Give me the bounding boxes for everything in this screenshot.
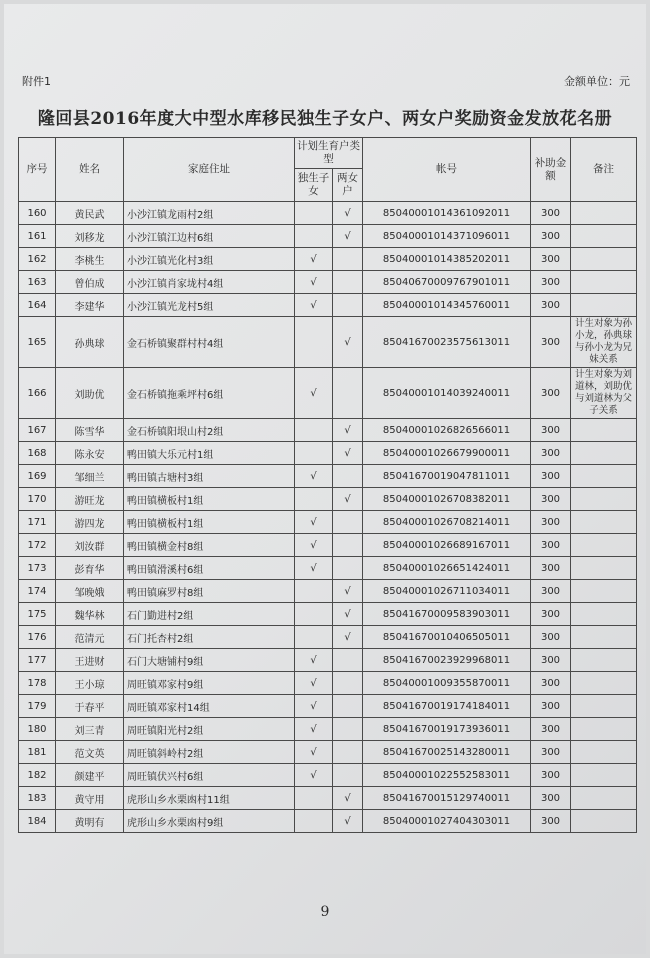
page-number: 9 bbox=[320, 904, 330, 920]
cell-remark bbox=[571, 810, 637, 833]
cell-two-daughters: √ bbox=[333, 419, 363, 442]
table-row bbox=[19, 488, 637, 511]
cell-address: 小沙江镇肖家垅村4组 bbox=[124, 271, 295, 294]
cell-address: 金石桥镇拖乘坪村6组 bbox=[124, 368, 295, 419]
cell-account: 85040001026689167011 bbox=[363, 534, 531, 557]
cell-address: 石门托杏村2组 bbox=[124, 626, 295, 649]
cell-account: 85040001014345760011 bbox=[363, 294, 531, 317]
cell-index: 175 bbox=[19, 603, 56, 626]
cell-index: 172 bbox=[19, 534, 56, 557]
table-row bbox=[19, 787, 637, 810]
cell-remark bbox=[571, 465, 637, 488]
cell-account: 85040001014039240011 bbox=[363, 368, 531, 419]
cell-two-daughters: √ bbox=[333, 225, 363, 248]
cell-name: 邹细兰 bbox=[56, 465, 124, 488]
cell-name: 范文英 bbox=[56, 741, 124, 764]
cell-name: 孙典球 bbox=[56, 317, 124, 368]
table-row bbox=[19, 810, 637, 833]
cell-name: 游旺龙 bbox=[56, 488, 124, 511]
cell-only-child: √ bbox=[295, 534, 333, 557]
cell-account: 85041670009583903011 bbox=[363, 603, 531, 626]
cell-amount: 300 bbox=[531, 695, 571, 718]
cell-account: 85040001014371096011 bbox=[363, 225, 531, 248]
cell-two-daughters bbox=[333, 294, 363, 317]
cell-account: 85040670009767901011 bbox=[363, 271, 531, 294]
cell-only-child bbox=[295, 488, 333, 511]
cell-two-daughters: √ bbox=[333, 317, 363, 368]
cell-account: 85041670023575613011 bbox=[363, 317, 531, 368]
cell-index: 160 bbox=[19, 202, 56, 225]
cell-only-child bbox=[295, 442, 333, 465]
cell-address: 鸭田镇大乐元村1组 bbox=[124, 442, 295, 465]
cell-remark bbox=[571, 248, 637, 271]
table-row bbox=[19, 511, 637, 534]
cell-name: 陈雪华 bbox=[56, 419, 124, 442]
cell-remark bbox=[571, 419, 637, 442]
attachment-label: 附件1 bbox=[22, 75, 51, 88]
cell-only-child: √ bbox=[295, 511, 333, 534]
cell-only-child bbox=[295, 202, 333, 225]
cell-remark bbox=[571, 534, 637, 557]
cell-only-child: √ bbox=[295, 557, 333, 580]
cell-amount: 300 bbox=[531, 672, 571, 695]
table-row bbox=[19, 248, 637, 271]
cell-account: 85040001014385202011 bbox=[363, 248, 531, 271]
cell-name: 陈永安 bbox=[56, 442, 124, 465]
cell-index: 165 bbox=[19, 317, 56, 368]
cell-remark bbox=[571, 649, 637, 672]
table-row bbox=[19, 368, 637, 419]
cell-two-daughters: √ bbox=[333, 810, 363, 833]
cell-two-daughters: √ bbox=[333, 787, 363, 810]
cell-address: 金石桥镇聚群村村4组 bbox=[124, 317, 295, 368]
cell-two-daughters bbox=[333, 465, 363, 488]
cell-two-daughters: √ bbox=[333, 626, 363, 649]
cell-address: 虎形山乡水栗凼村9组 bbox=[124, 810, 295, 833]
cell-two-daughters bbox=[333, 672, 363, 695]
col-index: 序号 bbox=[19, 138, 56, 202]
cell-address: 鸭田镇横金村8组 bbox=[124, 534, 295, 557]
cell-only-child: √ bbox=[295, 764, 333, 787]
unit-label: 金额单位：元 bbox=[564, 75, 630, 88]
cell-name: 李桃生 bbox=[56, 248, 124, 271]
cell-address: 石门勤进村2组 bbox=[124, 603, 295, 626]
table-row bbox=[19, 271, 637, 294]
cell-index: 164 bbox=[19, 294, 56, 317]
cell-only-child bbox=[295, 317, 333, 368]
table-row bbox=[19, 649, 637, 672]
cell-account: 85041670010406505011 bbox=[363, 626, 531, 649]
cell-index: 176 bbox=[19, 626, 56, 649]
cell-address: 周旺镇伏兴村6组 bbox=[124, 764, 295, 787]
cell-name: 邹晚娥 bbox=[56, 580, 124, 603]
table-row bbox=[19, 580, 637, 603]
cell-remark bbox=[571, 672, 637, 695]
cell-two-daughters bbox=[333, 271, 363, 294]
cell-remark bbox=[571, 764, 637, 787]
cell-remark bbox=[571, 695, 637, 718]
cell-index: 173 bbox=[19, 557, 56, 580]
cell-amount: 300 bbox=[531, 202, 571, 225]
cell-index: 169 bbox=[19, 465, 56, 488]
cell-name: 黄民武 bbox=[56, 202, 124, 225]
cell-only-child: √ bbox=[295, 649, 333, 672]
cell-remark bbox=[571, 294, 637, 317]
cell-remark bbox=[571, 787, 637, 810]
cell-remark bbox=[571, 741, 637, 764]
cell-address: 金石桥镇阳垠山村2组 bbox=[124, 419, 295, 442]
cell-only-child: √ bbox=[295, 465, 333, 488]
cell-account: 85040001026651424011 bbox=[363, 557, 531, 580]
cell-remark bbox=[571, 511, 637, 534]
col-only-child: 独生子女 bbox=[295, 169, 333, 202]
cell-address: 小沙江镇龙雨村2组 bbox=[124, 202, 295, 225]
cell-remark bbox=[571, 225, 637, 248]
cell-only-child: √ bbox=[295, 248, 333, 271]
cell-index: 181 bbox=[19, 741, 56, 764]
cell-amount: 300 bbox=[531, 511, 571, 534]
roster-body bbox=[19, 202, 637, 833]
cell-index: 180 bbox=[19, 718, 56, 741]
cell-name: 刘助优 bbox=[56, 368, 124, 419]
cell-only-child bbox=[295, 603, 333, 626]
cell-name: 黄守用 bbox=[56, 787, 124, 810]
col-amount: 补助金额 bbox=[531, 138, 571, 202]
cell-account: 85041670015129740011 bbox=[363, 787, 531, 810]
cell-amount: 300 bbox=[531, 649, 571, 672]
cell-account: 85040001026711034011 bbox=[363, 580, 531, 603]
cell-only-child: √ bbox=[295, 368, 333, 419]
cell-amount: 300 bbox=[531, 741, 571, 764]
cell-amount: 300 bbox=[531, 248, 571, 271]
cell-amount: 300 bbox=[531, 368, 571, 419]
cell-amount: 300 bbox=[531, 580, 571, 603]
cell-account: 85040001026679900011 bbox=[363, 442, 531, 465]
col-remark: 备注 bbox=[571, 138, 637, 202]
cell-two-daughters bbox=[333, 557, 363, 580]
cell-remark bbox=[571, 488, 637, 511]
cell-index: 171 bbox=[19, 511, 56, 534]
cell-remark bbox=[571, 557, 637, 580]
cell-account: 85041670019174184011 bbox=[363, 695, 531, 718]
cell-index: 163 bbox=[19, 271, 56, 294]
cell-index: 161 bbox=[19, 225, 56, 248]
table-row bbox=[19, 603, 637, 626]
cell-address: 鸭田镇横板村1组 bbox=[124, 488, 295, 511]
cell-two-daughters bbox=[333, 534, 363, 557]
cell-only-child bbox=[295, 419, 333, 442]
cell-name: 于春平 bbox=[56, 695, 124, 718]
cell-amount: 300 bbox=[531, 534, 571, 557]
cell-two-daughters bbox=[333, 248, 363, 271]
cell-amount: 300 bbox=[531, 442, 571, 465]
cell-amount: 300 bbox=[531, 626, 571, 649]
cell-name: 李建华 bbox=[56, 294, 124, 317]
cell-two-daughters bbox=[333, 368, 363, 419]
cell-index: 167 bbox=[19, 419, 56, 442]
cell-index: 178 bbox=[19, 672, 56, 695]
cell-name: 王进财 bbox=[56, 649, 124, 672]
cell-amount: 300 bbox=[531, 317, 571, 368]
cell-address: 小沙江镇江边村6组 bbox=[124, 225, 295, 248]
cell-name: 魏华林 bbox=[56, 603, 124, 626]
cell-remark bbox=[571, 603, 637, 626]
cell-index: 162 bbox=[19, 248, 56, 271]
cell-only-child bbox=[295, 787, 333, 810]
cell-address: 周旺镇邓家村9组 bbox=[124, 672, 295, 695]
cell-index: 183 bbox=[19, 787, 56, 810]
cell-account: 85041670023929968011 bbox=[363, 649, 531, 672]
table-row bbox=[19, 718, 637, 741]
cell-remark bbox=[571, 626, 637, 649]
cell-two-daughters bbox=[333, 695, 363, 718]
cell-account: 85040001022552583011 bbox=[363, 764, 531, 787]
table-row bbox=[19, 695, 637, 718]
cell-amount: 300 bbox=[531, 271, 571, 294]
cell-account: 85040001026708382011 bbox=[363, 488, 531, 511]
cell-two-daughters bbox=[333, 718, 363, 741]
col-account: 帐号 bbox=[363, 138, 531, 202]
cell-remark bbox=[571, 202, 637, 225]
cell-amount: 300 bbox=[531, 718, 571, 741]
table-row bbox=[19, 317, 637, 368]
cell-address: 石门大塘铺村9组 bbox=[124, 649, 295, 672]
cell-two-daughters bbox=[333, 741, 363, 764]
cell-amount: 300 bbox=[531, 488, 571, 511]
cell-name: 刘三青 bbox=[56, 718, 124, 741]
cell-name: 颜建平 bbox=[56, 764, 124, 787]
table-row bbox=[19, 202, 637, 225]
cell-two-daughters: √ bbox=[333, 202, 363, 225]
cell-name: 曾伯成 bbox=[56, 271, 124, 294]
table-row bbox=[19, 225, 637, 248]
cell-two-daughters: √ bbox=[333, 580, 363, 603]
cell-account: 85040001026708214011 bbox=[363, 511, 531, 534]
cell-address: 虎形山乡水栗凼村11组 bbox=[124, 787, 295, 810]
cell-address: 周旺镇邓家村14组 bbox=[124, 695, 295, 718]
cell-only-child: √ bbox=[295, 672, 333, 695]
table-row bbox=[19, 741, 637, 764]
cell-only-child: √ bbox=[295, 741, 333, 764]
cell-amount: 300 bbox=[531, 557, 571, 580]
table-row bbox=[19, 442, 637, 465]
table-row bbox=[19, 419, 637, 442]
cell-index: 179 bbox=[19, 695, 56, 718]
cell-two-daughters bbox=[333, 764, 363, 787]
cell-amount: 300 bbox=[531, 787, 571, 810]
cell-remark bbox=[571, 718, 637, 741]
cell-two-daughters bbox=[333, 511, 363, 534]
cell-account: 85040001026826566011 bbox=[363, 419, 531, 442]
cell-index: 168 bbox=[19, 442, 56, 465]
cell-amount: 300 bbox=[531, 603, 571, 626]
cell-name: 王小琼 bbox=[56, 672, 124, 695]
cell-name: 刘移龙 bbox=[56, 225, 124, 248]
cell-amount: 300 bbox=[531, 465, 571, 488]
cell-address: 鸭田镇滑溪村6组 bbox=[124, 557, 295, 580]
cell-address: 周旺镇斜岭村2组 bbox=[124, 741, 295, 764]
cell-only-child bbox=[295, 810, 333, 833]
cell-amount: 300 bbox=[531, 764, 571, 787]
cell-name: 游四龙 bbox=[56, 511, 124, 534]
cell-address: 鸭田镇古塘村3组 bbox=[124, 465, 295, 488]
table-row bbox=[19, 764, 637, 787]
cell-only-child: √ bbox=[295, 294, 333, 317]
cell-name: 刘汝群 bbox=[56, 534, 124, 557]
cell-address: 小沙江镇光龙村5组 bbox=[124, 294, 295, 317]
cell-name: 范清元 bbox=[56, 626, 124, 649]
cell-index: 184 bbox=[19, 810, 56, 833]
cell-amount: 300 bbox=[531, 419, 571, 442]
cell-only-child: √ bbox=[295, 695, 333, 718]
cell-index: 182 bbox=[19, 764, 56, 787]
cell-index: 166 bbox=[19, 368, 56, 419]
cell-only-child bbox=[295, 626, 333, 649]
cell-two-daughters: √ bbox=[333, 603, 363, 626]
table-row bbox=[19, 557, 637, 580]
cell-only-child: √ bbox=[295, 271, 333, 294]
cell-two-daughters: √ bbox=[333, 488, 363, 511]
cell-address: 鸭田镇横板村1组 bbox=[124, 511, 295, 534]
cell-account: 85040001009355870011 bbox=[363, 672, 531, 695]
cell-address: 鸭田镇麻罗村8组 bbox=[124, 580, 295, 603]
cell-account: 85041670019047811011 bbox=[363, 465, 531, 488]
cell-account: 85040001027404303011 bbox=[363, 810, 531, 833]
cell-remark bbox=[571, 442, 637, 465]
cell-address: 小沙江镇光化村3组 bbox=[124, 248, 295, 271]
cell-name: 彭育华 bbox=[56, 557, 124, 580]
col-plan-group: 计划生育户类型 bbox=[295, 138, 363, 169]
cell-two-daughters bbox=[333, 649, 363, 672]
cell-index: 177 bbox=[19, 649, 56, 672]
cell-remark: 计生对象为刘道林，刘助优与刘道林为父子关系 bbox=[571, 368, 637, 419]
cell-remark: 计生对象为孙小龙，孙典球与孙小龙为兄妹关系 bbox=[571, 317, 637, 368]
cell-only-child bbox=[295, 225, 333, 248]
cell-only-child: √ bbox=[295, 718, 333, 741]
cell-index: 174 bbox=[19, 580, 56, 603]
col-name: 姓名 bbox=[56, 138, 124, 202]
table-row bbox=[19, 465, 637, 488]
col-address: 家庭住址 bbox=[124, 138, 295, 202]
cell-amount: 300 bbox=[531, 225, 571, 248]
cell-account: 85040001014361092011 bbox=[363, 202, 531, 225]
cell-remark bbox=[571, 271, 637, 294]
document-title: 隆回县2016年度大中型水库移民独生子女户、两女户奖励资金发放花名册 bbox=[37, 109, 613, 129]
cell-name: 黄明有 bbox=[56, 810, 124, 833]
table-row bbox=[19, 534, 637, 557]
cell-index: 170 bbox=[19, 488, 56, 511]
table-row bbox=[19, 294, 637, 317]
table-row bbox=[19, 626, 637, 649]
cell-account: 85041670019173936011 bbox=[363, 718, 531, 741]
cell-address: 周旺镇阳光村2组 bbox=[124, 718, 295, 741]
cell-two-daughters: √ bbox=[333, 442, 363, 465]
roster-table bbox=[18, 137, 637, 833]
table-row bbox=[19, 672, 637, 695]
cell-account: 85041670025143280011 bbox=[363, 741, 531, 764]
cell-amount: 300 bbox=[531, 810, 571, 833]
cell-remark bbox=[571, 580, 637, 603]
cell-only-child bbox=[295, 580, 333, 603]
col-two-daughters: 两女户 bbox=[333, 169, 363, 202]
cell-amount: 300 bbox=[531, 294, 571, 317]
